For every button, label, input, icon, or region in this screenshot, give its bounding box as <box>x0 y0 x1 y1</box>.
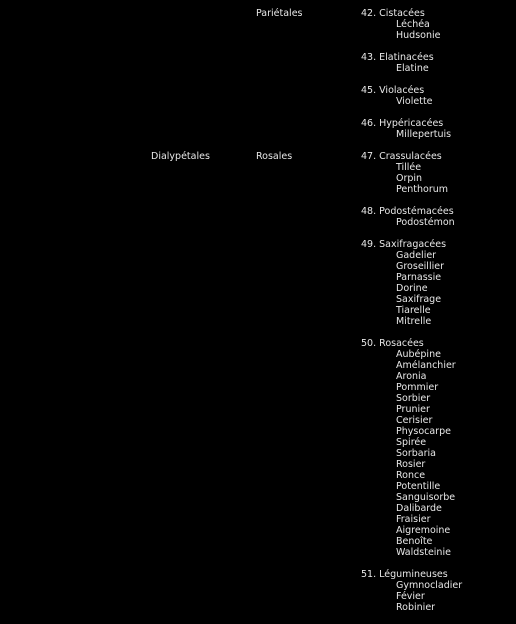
family-heading <box>361 85 516 96</box>
genus-name: Orpin <box>396 173 423 184</box>
genus-name: Tillée <box>396 162 422 173</box>
order-parietales: Pariétales <box>256 8 303 19</box>
order-rosales: Rosales <box>256 151 293 162</box>
genus-name: Aronia <box>396 371 427 382</box>
genus-name: Fraisier <box>396 514 431 525</box>
family-number: 45. <box>361 85 377 96</box>
family-name: Hypéricacées <box>379 118 444 129</box>
family-entry <box>361 338 516 558</box>
genus-name: Physocarpe <box>396 426 451 437</box>
family-number: 49. <box>361 239 377 250</box>
family-number: 47. <box>361 151 377 162</box>
genus-name: Gadelier <box>396 250 437 261</box>
family-entry <box>361 206 516 228</box>
genus-name: Waldsteinie <box>396 547 451 558</box>
genus-name: Spirée <box>396 437 427 448</box>
genus-name: Aigremoine <box>396 525 451 536</box>
family-name: Violacées <box>379 85 425 96</box>
genus-name: Violette <box>396 96 433 107</box>
genus-name: Potentille <box>396 481 441 492</box>
family-number: 43. <box>361 52 377 63</box>
genus-name: Elatine <box>396 63 429 74</box>
genus-name: Sorbier <box>396 393 431 404</box>
family-heading <box>361 52 516 63</box>
family-heading <box>361 118 516 129</box>
family-heading <box>361 151 516 162</box>
genus-name: Parnassie <box>396 272 442 283</box>
family-entry <box>361 569 516 613</box>
family-number: 50. <box>361 338 377 349</box>
genus-name: Groseillier <box>396 261 444 272</box>
family-name: Elatinacées <box>379 52 434 63</box>
family-list <box>361 8 516 624</box>
family-name: Crassulacées <box>379 151 442 162</box>
genus-name: Prunier <box>396 404 430 415</box>
family-entry <box>361 118 516 140</box>
genus-name: Sorbaria <box>396 448 436 459</box>
family-number: 48. <box>361 206 377 217</box>
class-dialypetales: Dialypétales <box>151 151 210 162</box>
genus-name: Léchéa <box>396 19 430 30</box>
genus-name: Sanguisorbe <box>396 492 456 503</box>
family-entry <box>361 85 516 107</box>
family-heading <box>361 338 516 349</box>
genus-name: Rosier <box>396 459 426 470</box>
family-heading <box>361 8 516 19</box>
family-number: 51. <box>361 569 377 580</box>
genus-name: Podostémon <box>396 217 455 228</box>
family-name: Rosacées <box>379 338 424 349</box>
family-number: 42. <box>361 8 377 19</box>
family-number: 46. <box>361 118 377 129</box>
genus-name: Hudsonie <box>396 30 441 41</box>
family-heading <box>361 569 516 580</box>
family-name: Saxifragacées <box>379 239 447 250</box>
genus-name: Gymnocladier <box>396 580 463 591</box>
genus-name: Robinier <box>396 602 436 613</box>
family-name: Cistacées <box>379 8 425 19</box>
family-heading <box>361 206 516 217</box>
genus-name: Dalibarde <box>396 503 442 514</box>
family-entry <box>361 151 516 195</box>
genus-name: Millepertuis <box>396 129 452 140</box>
genus-name: Benoîte <box>396 536 433 547</box>
family-name: Podostémacées <box>379 206 454 217</box>
genus-name: Ronce <box>396 470 426 481</box>
genus-name: Amélanchier <box>396 360 456 371</box>
genus-name: Saxifrage <box>396 294 442 305</box>
genus-name: Tiarelle <box>396 305 431 316</box>
family-entry <box>361 239 516 327</box>
genus-name: Févier <box>396 591 425 602</box>
genus-name: Pommier <box>396 382 439 393</box>
family-heading <box>361 239 516 250</box>
genus-name: Dorine <box>396 283 428 294</box>
genus-name: Aubépine <box>396 349 441 360</box>
family-name: Légumineuses <box>379 569 448 580</box>
genus-name: Penthorum <box>396 184 448 195</box>
family-entry <box>361 52 516 74</box>
genus-name: Cerisier <box>396 415 433 426</box>
family-entry <box>361 8 516 41</box>
genus-name: Mitrelle <box>396 316 432 327</box>
